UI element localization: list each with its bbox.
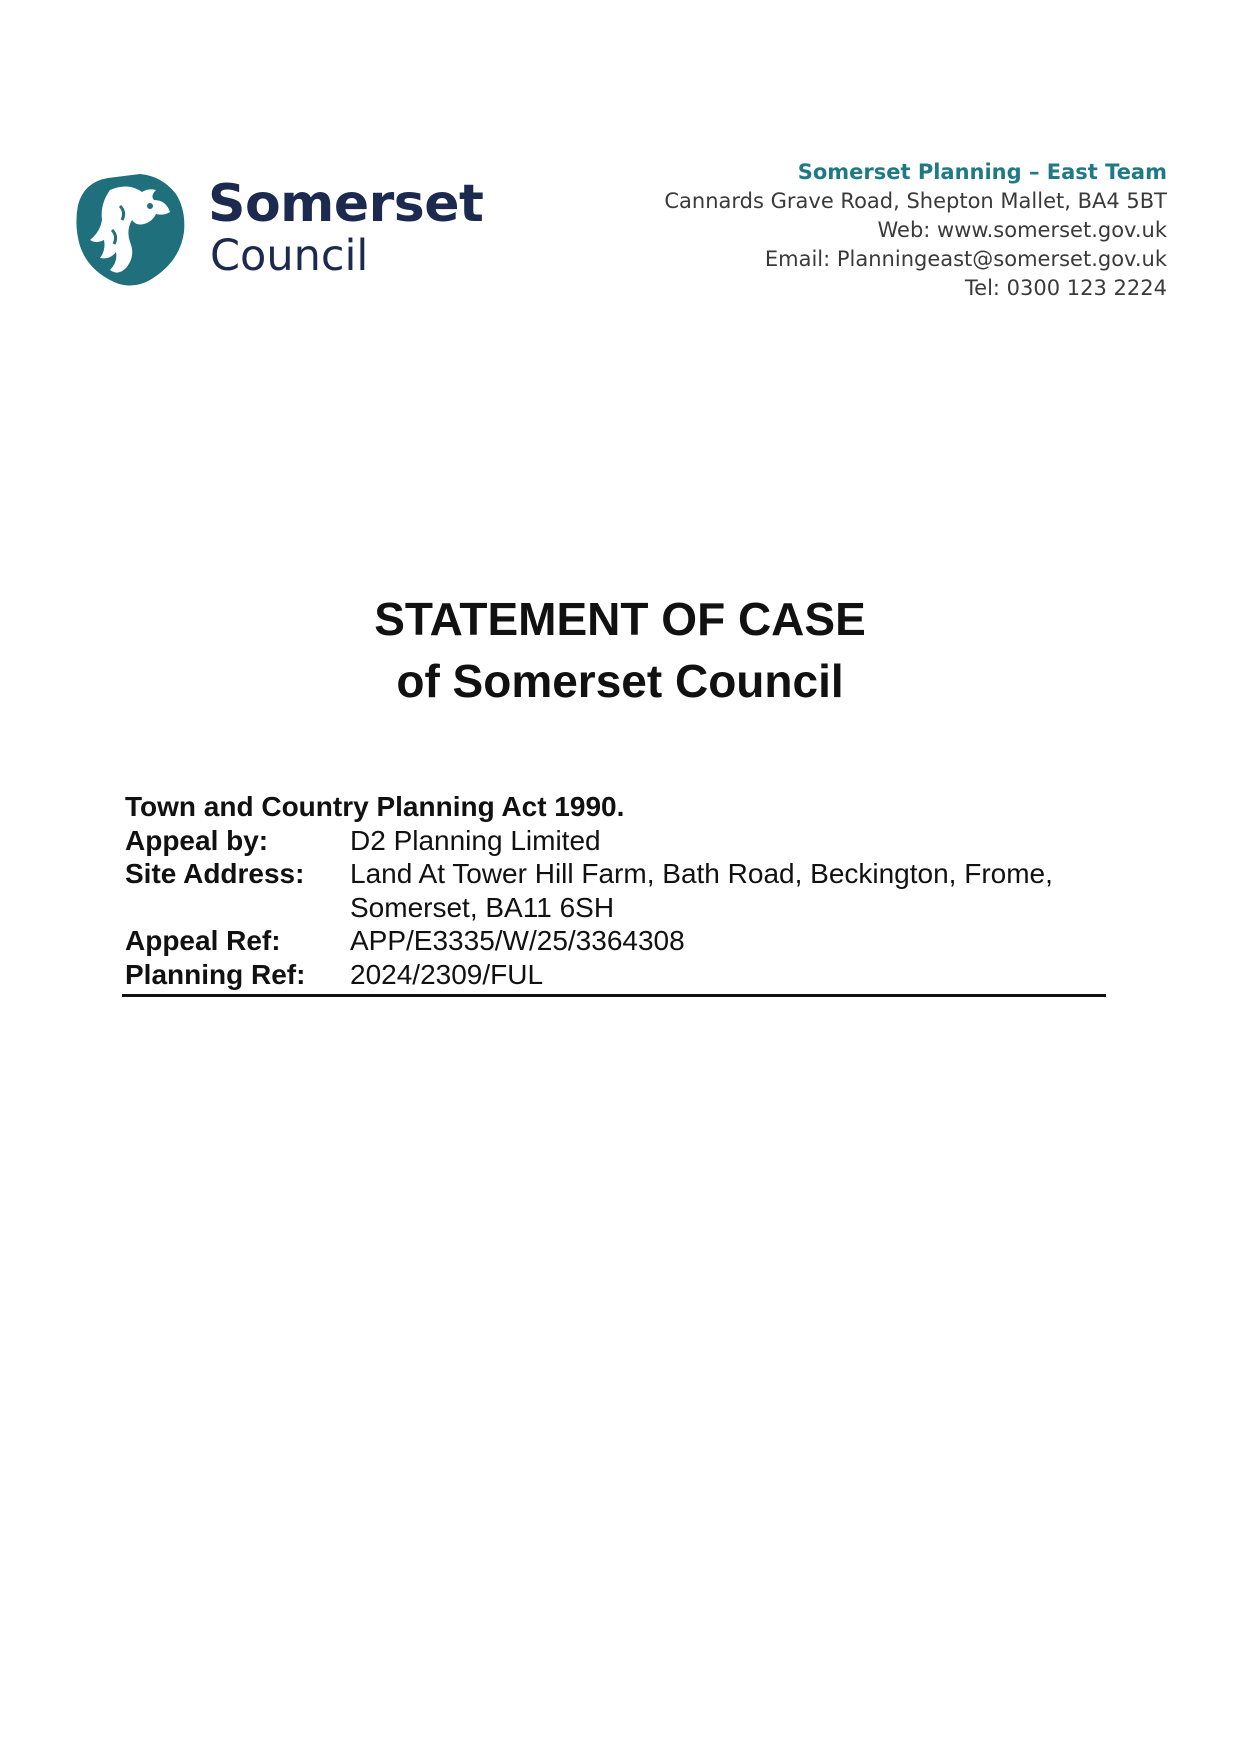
detail-value: D2 Planning Limited xyxy=(350,824,601,856)
detail-row-planning-ref xyxy=(125,958,1105,992)
detail-value: 2024/2309/FUL xyxy=(350,958,544,990)
contact-tel: Tel: 0300 123 2224 xyxy=(964,276,1167,300)
appeal-details xyxy=(125,790,1105,991)
detail-row-appeal-by xyxy=(125,824,1105,858)
contact-address: Cannards Grave Road, Shepton Mallet, BA4 5BT xyxy=(664,189,1167,213)
detail-row-site-address xyxy=(125,857,1105,924)
title-line-1: STATEMENT OF CASE xyxy=(374,593,866,645)
detail-label: Site Address: xyxy=(125,858,305,889)
act-heading: Town and Country Planning Act 1990. xyxy=(125,791,625,822)
contact-block xyxy=(664,158,1167,303)
detail-row-appeal-ref xyxy=(125,924,1105,958)
council-logo xyxy=(70,170,500,295)
horizontal-divider xyxy=(122,994,1106,997)
detail-label: Appeal by: xyxy=(125,824,269,856)
contact-web: Web: www.somerset.gov.uk xyxy=(877,218,1167,242)
team-name: Somerset Planning – East Team xyxy=(797,160,1167,184)
dragon-emblem-icon xyxy=(70,170,188,290)
detail-value: Land At Tower Hill Farm, Bath Road, Beckington, Frome, Somerset, BA11 6SH xyxy=(350,858,1053,923)
contact-email: Email: Planningeast@somerset.gov.uk xyxy=(764,247,1167,271)
document-title xyxy=(0,588,1240,712)
detail-label: Planning Ref: xyxy=(125,958,306,990)
logo-wordmark-somerset: Somerset xyxy=(208,174,484,234)
logo-wordmark-council: Council xyxy=(210,231,369,281)
title-line-2: of Somerset Council xyxy=(396,655,844,707)
detail-label: Appeal Ref: xyxy=(125,925,281,956)
detail-value: APP/E3335/W/25/3364308 xyxy=(350,925,685,956)
